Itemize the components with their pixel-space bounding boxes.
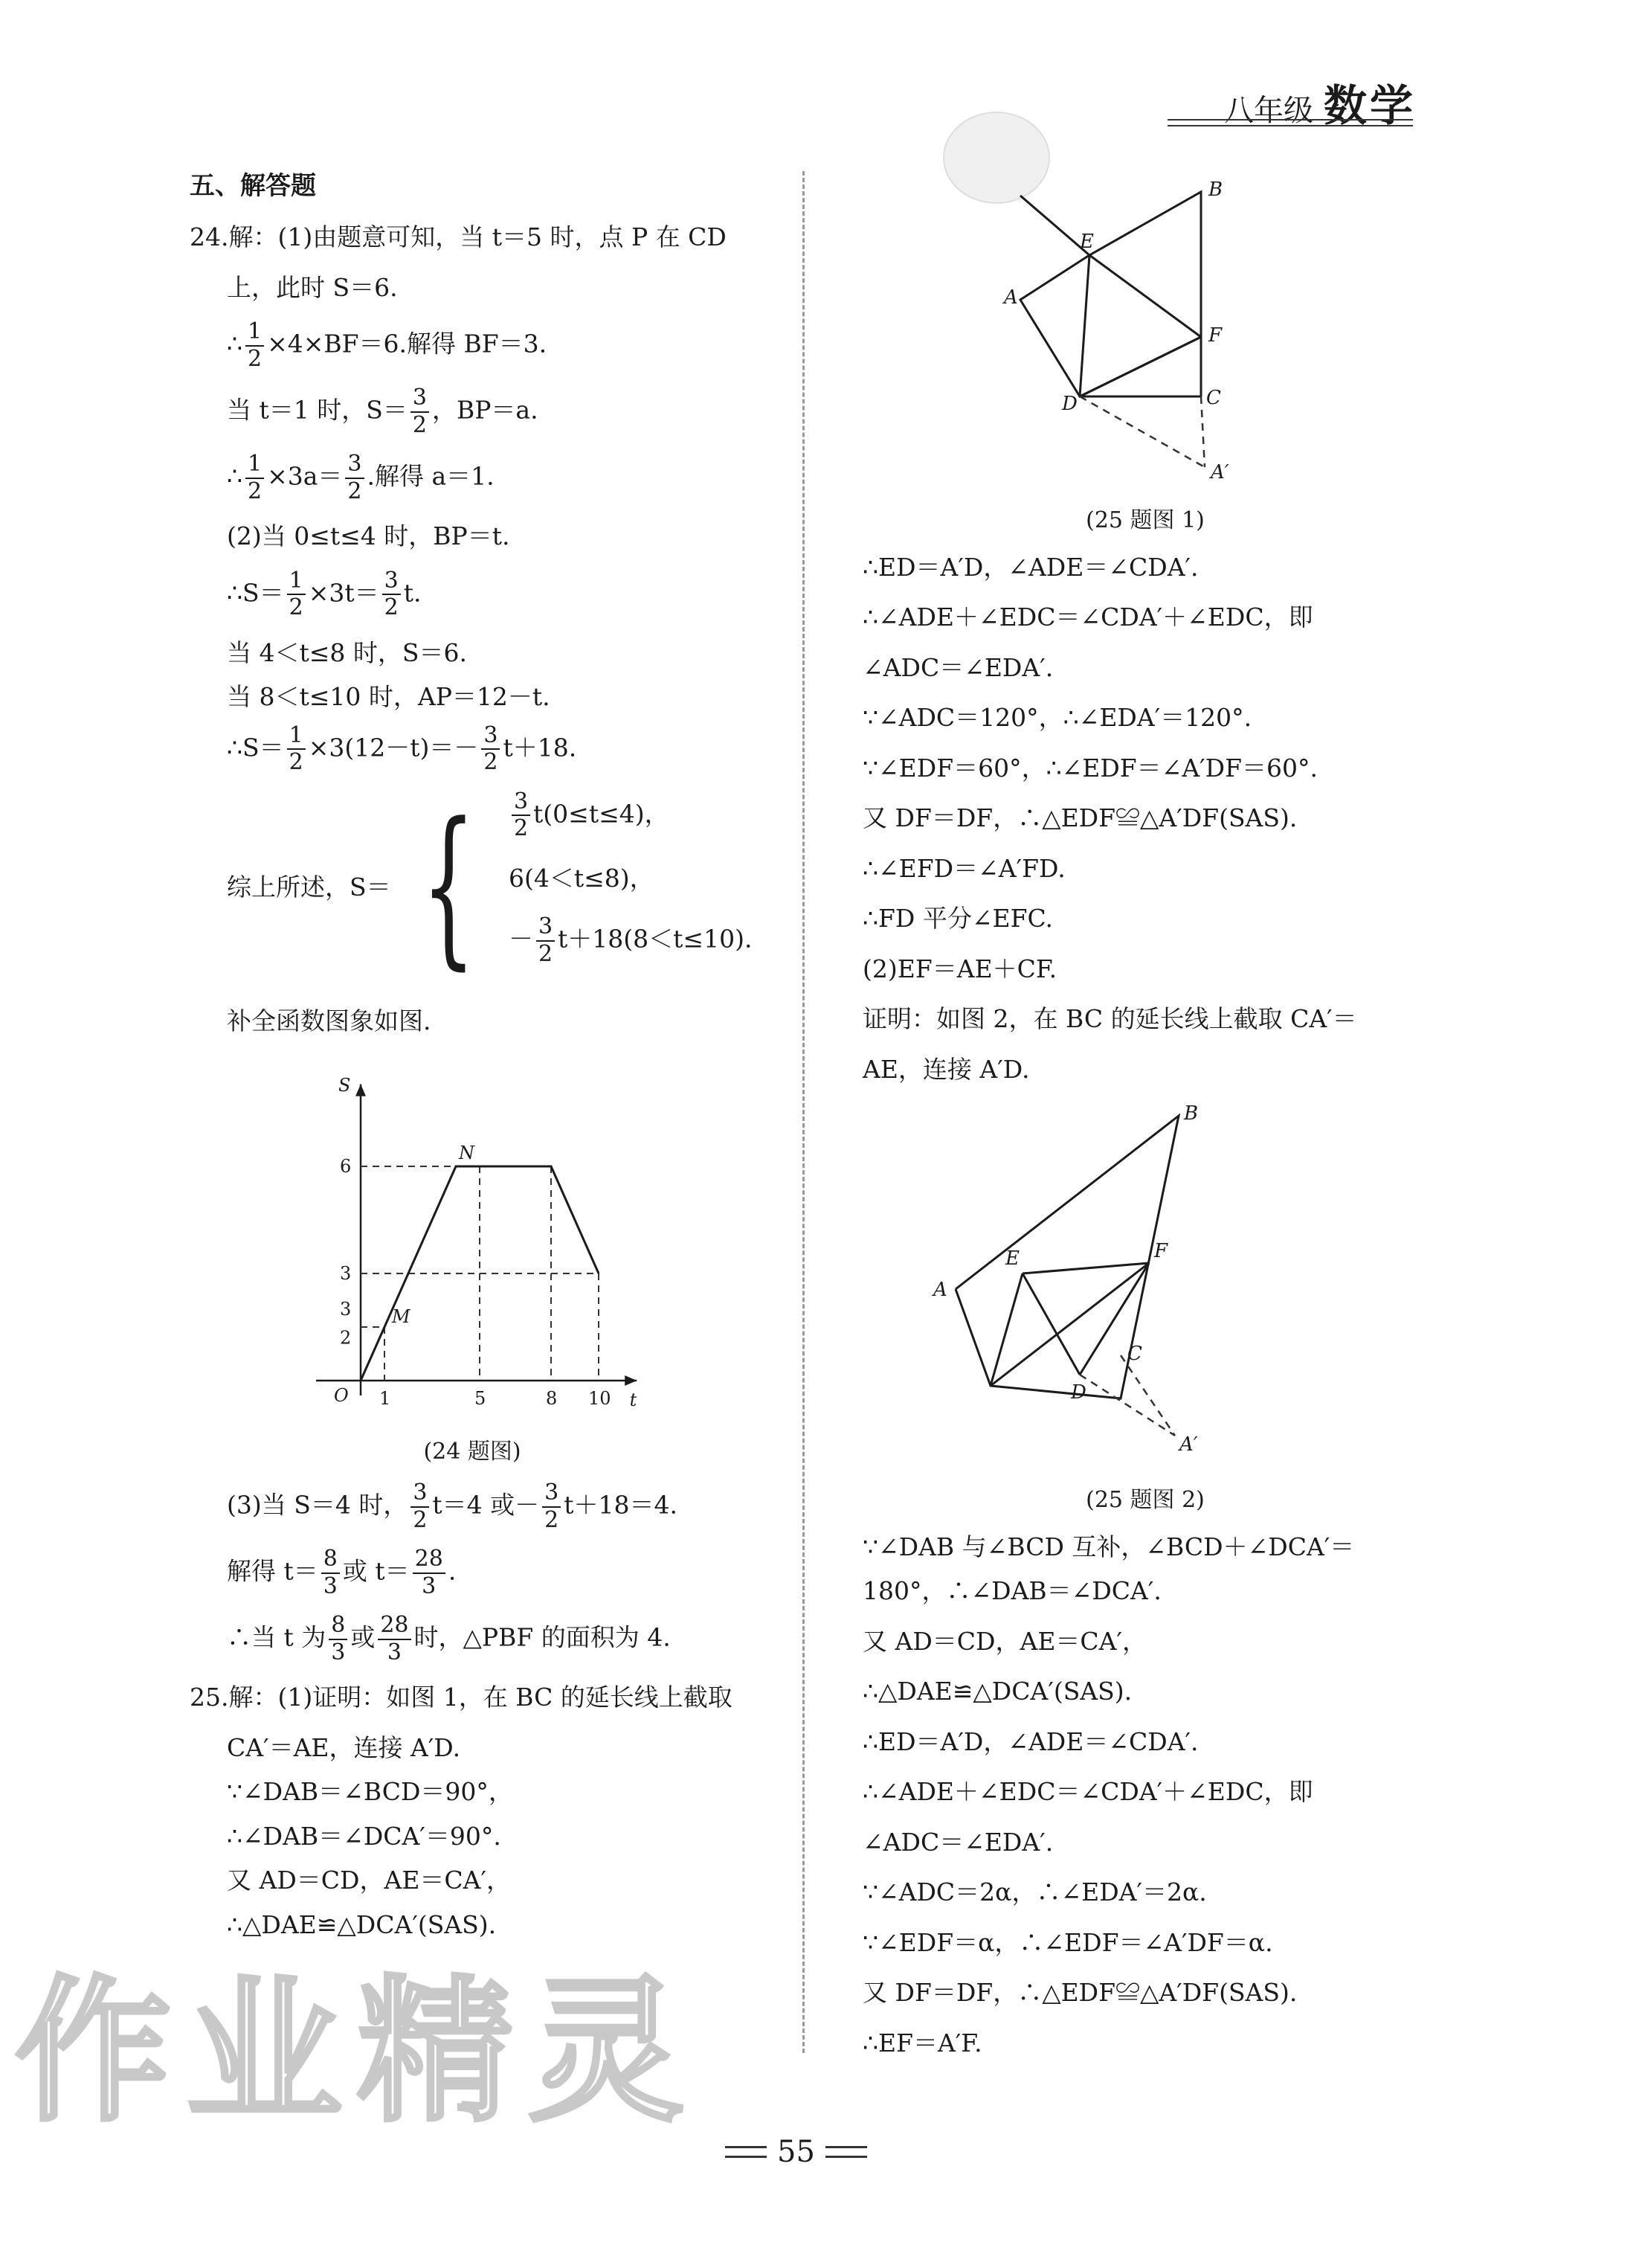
r-line-14: 又 AD＝CD，AE＝CA′， <box>863 1626 1147 1656</box>
q24-line-8: 当 4＜t≤8 时，S＝6. <box>227 637 467 667</box>
r-line-17: ∴∠ADE＋∠EDC＝∠CDA′＋∠EDC，即 <box>863 1777 1313 1806</box>
denominator: 2 <box>412 411 427 438</box>
r-line-21: 又 DF＝DF，∴△EDF≌△A′DF(SAS). <box>863 1978 1298 2007</box>
cases <box>509 789 752 986</box>
text: 或 t＝ <box>342 1556 410 1586</box>
fraction <box>378 1613 410 1665</box>
denominator: 3 <box>331 1639 346 1665</box>
numerator: 3 <box>536 914 555 942</box>
q24-line-5 <box>190 452 785 504</box>
fig1-label-c: C <box>1206 387 1221 409</box>
text: ∴S＝ <box>227 578 284 607</box>
q24-line-10 <box>190 723 785 776</box>
text: t＋18(8＜t≤10). <box>558 924 753 954</box>
q24-line-11: 补全函数图象如图. <box>227 1006 431 1035</box>
text: 解得 t＝ <box>227 1556 318 1586</box>
r-line-15: ∴△DAE≌△DCA′(SAS). <box>863 1677 1133 1706</box>
header-grade: 八年级 <box>1223 94 1313 128</box>
denominator: 3 <box>323 1572 338 1599</box>
r-line-20: ∵∠EDF＝α，∴∠EDF＝∠A′DF＝α. <box>863 1927 1273 1957</box>
text: ∴S＝ <box>227 733 284 762</box>
q24-line-2: 上，此时 S＝6. <box>227 272 398 302</box>
text: . <box>448 1556 457 1586</box>
numerator: 1 <box>287 568 306 596</box>
fraction <box>542 1480 561 1533</box>
denominator: 3 <box>387 1639 402 1665</box>
figure-25-1-caption: (25 题图 1) <box>1086 507 1205 533</box>
q24-line-14 <box>190 1613 785 1665</box>
text: ×4×BF＝6.解得 BF＝3. <box>267 329 547 359</box>
text: ×3(12－t)＝－ <box>308 733 479 762</box>
fraction <box>245 452 264 504</box>
fraction <box>512 789 530 842</box>
numerator: 3 <box>410 385 429 413</box>
fig2-ed-a <box>991 1273 1023 1386</box>
graph-24-caption: (24 题图) <box>423 1439 521 1465</box>
fig2-label-d: D <box>1071 1381 1086 1404</box>
q24-line-13 <box>190 1546 785 1599</box>
r-line-16: ∴ED＝A′D，∠ADE＝∠CDA′. <box>863 1726 1199 1756</box>
fig1-df <box>1080 337 1201 396</box>
right-column <box>863 167 1428 2075</box>
numerator: 3 <box>481 723 500 751</box>
xtick-5: 5 <box>474 1387 486 1409</box>
piecewise-function <box>190 789 785 986</box>
section-title: 五、解答题 <box>190 171 316 201</box>
fig2-label-a: A <box>933 1279 947 1301</box>
watermark: 作业精灵 <box>15 1961 700 2143</box>
text: 时，△PBF 的面积为 4. <box>413 1622 671 1652</box>
text: ∴当 t 为 <box>227 1622 326 1652</box>
numerator: 3 <box>512 789 530 817</box>
fig1-label-f: F <box>1208 324 1223 347</box>
ytick-3b: 3 <box>340 1298 352 1320</box>
fig2-ca2 <box>1121 1355 1175 1436</box>
r-line-9: (2)EF＝AE＋CF. <box>863 954 1057 983</box>
numerator: 1 <box>245 319 264 347</box>
fraction <box>287 723 306 776</box>
fig1-label-d: D <box>1062 393 1078 415</box>
fraction <box>382 568 401 621</box>
text: t＝4 或－ <box>432 1490 540 1520</box>
text: － <box>508 924 533 954</box>
numerator: 3 <box>382 568 401 596</box>
y-axis-arrow <box>355 1084 366 1096</box>
fig1-da2 <box>1080 396 1205 467</box>
figure-25-2-caption: (25 题图 2) <box>1086 1486 1205 1513</box>
fraction <box>245 319 264 372</box>
text: t(0≤t≤4)， <box>533 799 669 828</box>
r-line-2: ∴∠ADE＋∠EDC＝∠CDA′＋∠EDC，即 <box>863 603 1313 632</box>
axis-label-t: t <box>629 1389 637 1410</box>
q24-line-7 <box>190 568 785 621</box>
page-number-bar-right <box>825 2146 867 2158</box>
denominator: 2 <box>544 1506 559 1533</box>
text: .解得 a＝1. <box>367 461 495 491</box>
q24-line-6: (2)当 0≤t≤4 时，BP＝t. <box>227 521 510 550</box>
graph-24 <box>190 1053 785 1469</box>
numerator: 1 <box>245 452 264 479</box>
r-line-6: 又 DF＝DF，∴△EDF≌△A′DF(SAS). <box>863 803 1298 832</box>
fig2-label-c: C <box>1127 1343 1142 1365</box>
denominator: 2 <box>248 478 263 504</box>
denominator: 2 <box>347 478 362 504</box>
q25-line-3: ∵∠DAB＝∠BCD＝90°， <box>227 1777 513 1806</box>
point-label-m: M <box>392 1305 410 1327</box>
text: ∴ <box>227 461 242 491</box>
fraction <box>287 568 306 621</box>
r-line-5: ∵∠EDF＝60°，∴∠EDF＝∠A′DF＝60°. <box>863 753 1318 783</box>
r-line-1: ∴ED＝A′D，∠ADE＝∠CDA′. <box>863 552 1199 582</box>
r-line-19: ∵∠ADC＝2α，∴∠EDA′＝2α. <box>863 1877 1207 1906</box>
numerator: 8 <box>321 1546 340 1574</box>
text: ×3t＝ <box>308 578 379 607</box>
numerator: 3 <box>542 1480 561 1508</box>
fig1-label-b: B <box>1208 179 1223 201</box>
text: t＋18. <box>503 733 577 762</box>
text: 或 <box>350 1622 376 1652</box>
header-rule <box>1168 119 1413 126</box>
q25-line-2: CA′＝AE，连接 A′D. <box>227 1732 461 1762</box>
left-brace: { <box>421 787 476 986</box>
figure-25-2 <box>863 1101 1428 1517</box>
ytick-3: 3 <box>340 1262 352 1284</box>
fig2-da2 <box>1080 1375 1175 1436</box>
case-2: 6(4＜t≤8)， <box>508 863 654 893</box>
axis-label-s: S <box>338 1074 351 1096</box>
fraction <box>329 1613 347 1665</box>
numerator: 28 <box>378 1613 410 1640</box>
r-line-10: 证明：如图 2，在 BC 的延长线上截取 CA′＝ <box>863 1004 1357 1033</box>
fig1-label-e: E <box>1080 231 1094 253</box>
page-number <box>725 2135 867 2169</box>
q25-line-6: ∴△DAE≌△DCA′(SAS). <box>227 1909 497 1939</box>
text: ×3a＝ <box>267 461 343 491</box>
denominator: 2 <box>538 940 553 967</box>
fig1-ed <box>1080 255 1089 396</box>
fraction <box>413 1546 445 1599</box>
fraction <box>536 914 555 967</box>
r-line-18: ∠ADC＝∠EDA′. <box>863 1827 1054 1857</box>
fig2-label-e: E <box>1005 1247 1020 1270</box>
denominator: 2 <box>384 594 399 620</box>
ytick-2: 2 <box>340 1326 352 1348</box>
case-3 <box>509 914 752 967</box>
denominator: 2 <box>413 1506 428 1533</box>
fraction <box>481 723 500 776</box>
fig1-ef <box>1089 255 1201 337</box>
denominator: 2 <box>289 594 303 620</box>
fraction <box>321 1546 340 1599</box>
fig2-label-a2: A′ <box>1179 1433 1198 1456</box>
q24-line-9: 当 8＜t≤10 时，AP＝12－t. <box>227 682 550 711</box>
q24-line-1: 24.解：(1)由题意可知，当 t＝5 时，点 P 在 CD <box>190 222 727 251</box>
denominator: 3 <box>422 1572 437 1599</box>
q25-line-4: ∴∠DAB＝∠DCA′＝90°. <box>227 1821 501 1851</box>
fig2-ef <box>1023 1263 1149 1273</box>
q25-line-1: 25.解：(1)证明：如图 1，在 BC 的延长线上截取 <box>190 1683 732 1712</box>
fraction <box>345 452 364 504</box>
text: t. <box>403 578 422 607</box>
figure-25-2-svg <box>863 1101 1428 1473</box>
fraction <box>410 385 429 438</box>
column-divider <box>802 171 805 2053</box>
ytick-6: 6 <box>340 1155 352 1177</box>
summary-label: 综上所述，S＝ <box>227 872 391 902</box>
r-line-4: ∵∠ADC＝120°，∴∠EDA′＝120°. <box>863 703 1252 732</box>
fig2-outline <box>956 1116 1179 1398</box>
numerator: 3 <box>410 1480 429 1508</box>
fig2-label-b: B <box>1184 1102 1199 1125</box>
text: ，BP＝a. <box>431 395 538 425</box>
figure-25-1 <box>863 173 1428 537</box>
r-line-13: 180°，∴∠DAB＝∠DCA′. <box>863 1576 1162 1605</box>
r-line-12: ∵∠DAB 与∠BCD 互补，∠BCD＋∠DCA′＝ <box>863 1532 1355 1561</box>
r-line-7: ∴∠EFD＝∠A′FD. <box>863 853 1066 883</box>
x-axis-arrow <box>625 1375 637 1386</box>
xtick-1: 1 <box>379 1387 391 1409</box>
numerator: 28 <box>413 1546 445 1574</box>
fig1-label-a: A <box>1004 286 1018 309</box>
xtick-8: 8 <box>546 1387 558 1409</box>
text: ∴ <box>227 329 242 359</box>
graph-24-svg <box>301 1053 688 1425</box>
numerator: 3 <box>345 452 364 479</box>
q25-line-5: 又 AD＝CD，AE＝CA′， <box>227 1866 511 1895</box>
q24-line-12 <box>190 1480 785 1533</box>
fig1-outline <box>1020 192 1201 396</box>
fig1-ca2 <box>1201 396 1205 467</box>
q24-line-4 <box>190 385 785 438</box>
text: 当 t＝1 时，S＝ <box>227 395 408 425</box>
numerator: 8 <box>329 1613 347 1640</box>
fig2-df <box>991 1263 1149 1386</box>
denominator: 2 <box>483 749 498 775</box>
denominator: 2 <box>513 815 529 841</box>
denominator: 2 <box>248 345 263 372</box>
xtick-10: 10 <box>588 1387 611 1409</box>
r-line-11: AE，连接 A′D. <box>863 1054 1030 1084</box>
numerator: 1 <box>287 723 306 751</box>
page-number-bar-left <box>725 2146 767 2158</box>
point-label-n: N <box>459 1142 474 1163</box>
figure-25-1-svg <box>863 173 1428 493</box>
r-line-22: ∴EF＝A′F. <box>863 2028 982 2057</box>
header-subject: 数学 <box>1323 80 1416 131</box>
origin-label: O <box>334 1384 349 1406</box>
case-1 <box>509 789 752 842</box>
fraction <box>410 1480 429 1533</box>
denominator: 2 <box>289 749 303 775</box>
r-line-3: ∠ADC＝∠EDA′. <box>863 652 1054 682</box>
text: (3)当 S＝4 时， <box>227 1490 408 1520</box>
r-line-8: ∴FD 平分∠EFC. <box>863 904 1054 933</box>
left-column <box>190 167 785 1950</box>
fig1-label-a2: A′ <box>1211 461 1229 484</box>
page-number-text: 55 <box>777 2135 815 2169</box>
q24-line-3 <box>190 319 785 372</box>
fig2-label-f: F <box>1154 1240 1168 1262</box>
text: t＋18＝4. <box>564 1490 678 1520</box>
